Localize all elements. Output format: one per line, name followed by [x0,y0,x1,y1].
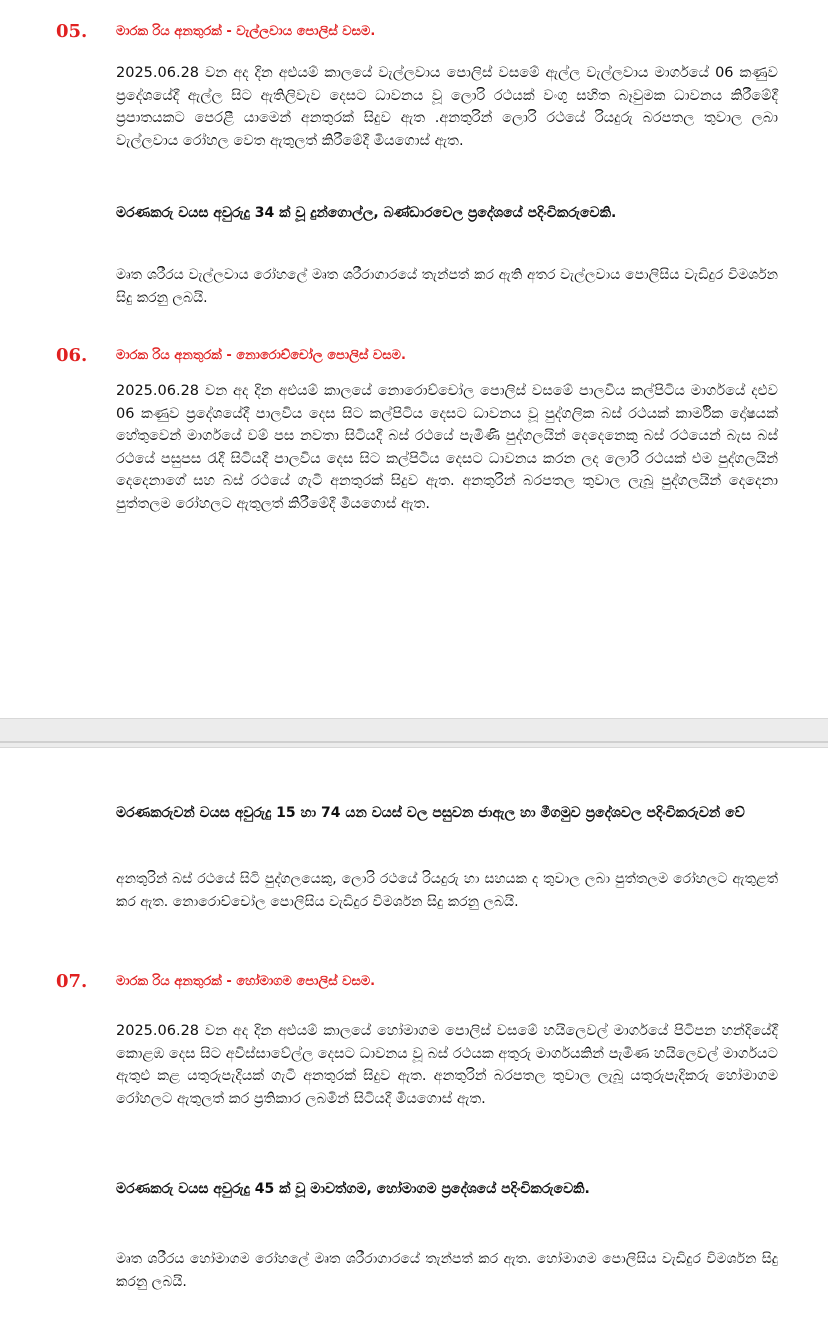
incident-description: 2025.06.28 වන අද දින අළුයම් කාලයේ වැල්ලවාය පොලිස් වසමේ ඇල්ල වැල්ලවාය මාර්ගයේ 06 කණුව ප්‍රදේශයේදී ඇල්ල සිට ඇතිලිවැව දෙසට ධාවනය වූ ලොරි රථයක් වංගු සහිත බෑවුමක ධාවනය කිරීමේදී ප්‍රපාතයකට පෙරළී යාමෙන් අනතුරක් සිදුව ඇත .අනතුරින් ලොරි රථයේ රියදුරු බරපතල තුවාල ලබා වැල්ලවාය රෝහල වෙත ඇතුලත් කිරීමේදී මියගොස් ඇත. [116,65,778,149]
investigation-note: මෘත ශරීරය හෝමාගම රෝහලේ මෘත ශරීරාගාරයේ තැන්පත් කර ඇත. හෝමාගම පොලිසිය වැඩිදුර විමර්ශන සිදු කරනු ලබයි. [116,1251,778,1290]
section-number: 05. [56,21,88,42]
section-title: මාරක රිය අනතුරක් - හෝමාගම පොලිස් වසම. [116,974,376,989]
deceased-details: මරණකරු වයස අවුරුදු 34 ක් වූ දුන්ගොල්ල, බණ්ඩාරවෙල ප්‍රදේශයේ පදිංචිකරුවෙකි. [116,205,617,221]
document-page-2 [0,748,828,1331]
section-title: මාරක රිය අනතුරක් - වැල්ලවාය පොලිස් වසම. [116,24,376,39]
deceased-details: මරණකරු වයස අවුරුදු 45 ක් වූ මාවත්ගම, හෝමාගම ප්‍රදේශයේ පදිංචිකරුවෙකි. [116,1181,590,1197]
deceased-details: මරණකරුවන් වයස අවුරුදු 15 හා 74 යන වයස් වල පසුවන ජාඇල හා මීගමුව ප්‍රදේශවල පදිංචිකරුවන් වේ [116,805,745,821]
injured-and-investigation-note: අනතුරින් බස් රථයේ සිටි පුද්ගලයෙකු, ලොරි රථයේ රියදුරු හා සහයක ද තුවාල ලබා පුත්තලම රෝහලට ඇතුළත් කර ඇත. නොරොච්චෝල පොලිසිය වැඩිදුර විමර්ශන සිදු කරනු ලබයි. [116,871,778,910]
section-number: 06. [56,345,88,366]
incident-description: 2025.06.28 වන අද දින අළුයම් කාලයේ හෝමාගම පොලිස් වසමේ හයිලෙවල් මාර්ගයේ පිටිපන හන්දියේදී කොළඹ දෙස සිට අවිස්සාවේල්ල දෙසට ධාවනය වූ බස් රථයක අතුරු මාර්ගයකින් පැමිණ හයිලෙවල් මාර්ගයට ඇතුළු කළ යතුරුපැදියක් ගැටී අනතුරක් සිදුව ඇත. අනතුරින් බරපතල තුවාල ලැබූ යතුරුපැදිකරු හෝමාගම රෝහලට ඇතුලත් කර ප්‍රතිකාර ලබමින් සිටියදී මියගොස් ඇත. [116,1023,778,1107]
investigation-note: මෘත ශරීරය වැල්ලවාය රෝහලේ මෘත ශරීරාගාරයේ තැන්පත් කර ඇති අතර වැල්ලවාය පොලිසිය වැඩිදුර විමර්ශන සිදු කරනු ලබයි. [116,267,778,306]
section-title: මාරක රිය අනතුරක් - නොරොච්චෝල පොලිස් වසම. [116,348,406,363]
page-break [0,718,828,748]
incident-description: 2025.06.28 වන අද දින අළුයම් කාලයේ නොරොච්චෝල පොලිස් වසමේ පාලවිය කල්පිටිය මාර්ගයේ දළුව 06 කණුව ප්‍රදේශයේදී පාලවිය දෙස සිට කල්පිටිය දෙසට ධාවනය වූ පුද්ගලික බස් රථයක් කාර්මික දෝෂයක් හේතුවෙන් මාර්ගයේ වම් පස නවතා සිටියදී බස් රථයේ පැමිණි පුද්ගලයින් දෙදෙනෙකු බස් රථයෙන් බැස බස් රථයේ පසුපස රැදී සිටියදී පාලවිය දෙස සිට කල්පිටිය දෙසට ධාවනය කරන ලද ලොරි රථයක් එම පුද්ගලයින් දෙදෙනාගේ සහ බස් රථයේ ගැටී අනතුරක් සිදුව ඇත. අනතුරින් බරපතල තුවාල ලැබූ පුද්ගලයින් දෙදෙනා පුත්තලම රෝහලට ඇතුලත් කිරීමේදී මියගොස් ඇත. [116,383,778,512]
section-number: 07. [56,971,88,992]
